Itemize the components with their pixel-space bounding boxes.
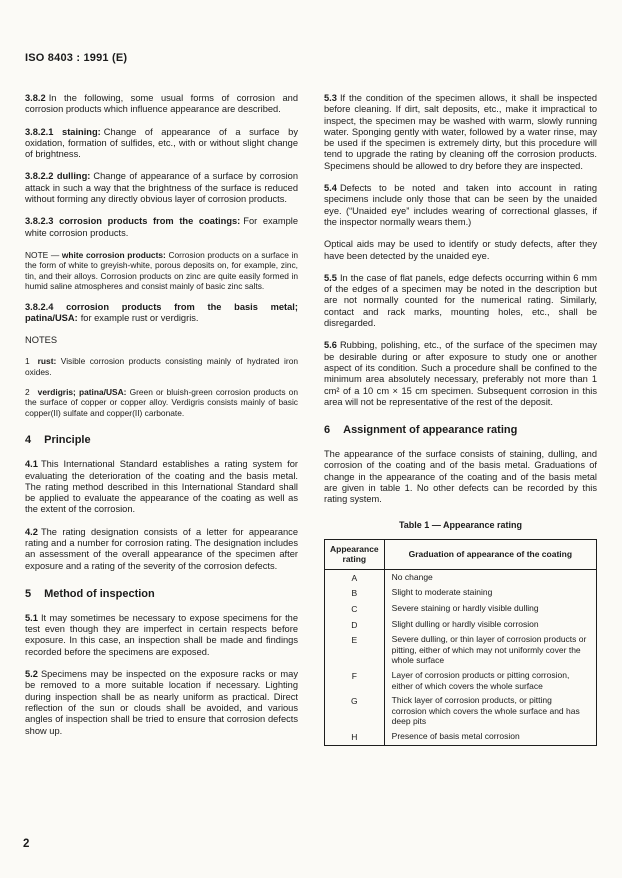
note-1-rust [25,356,298,377]
rating-cell: D [325,617,385,633]
clause-number: 3.8.2.2 dulling: [25,171,91,182]
note-number: 2 [25,387,30,397]
clause-text: The appearance of the surface consists of staining, dulling, and corrosion of the coating and of the basis metal. Graduations of change in the appearance of the coating and of the basis metal are given in table 1. No other defects can be recorded by this rating system. [324,449,597,505]
clause-text: In the following, some usual forms of corrosion and corrosion products which influence appearance are described. [25,93,298,115]
clause-text: Change of appearance of a surface by corrosion attack in such a way that the brightness of the surface is reduced without forming any directly obvious layer of corrosion products. [25,171,298,205]
table-1-block [324,520,597,746]
clause-text: The rating designation consists of a letter for appearance rating and a number for corrosion rating. The designation includes an assessment of the overall appearance of the specimen after exposure and a rating of the severity of the corrosion defects. [25,526,298,571]
table-row [325,585,597,601]
note-term: rust: [37,356,57,367]
section-heading-6-assignment-of-appearance-rating [324,424,597,436]
appearance-rating-table [324,539,597,746]
clause-text: Rubbing, polishing, etc., of the surface of the specimen may be desirable during or after exposure to study one or another aspect of its condition. Such a procedure shall be confined to the minimum area absolutely necessary, preferably not more than 1 cm² of a 10 cm × 15 cm specimen. Subsequent corrosion in this area will not be representative of the rest of the deposit. [324,340,597,407]
right-column [324,93,597,748]
clause-number: 5.1 [25,612,38,623]
table-caption: Table 1 — Appearance rating [398,519,523,530]
clause-text: In the case of flat panels, edge defects occurring within 6 mm of the edges of a specimen may be noted in the description but are not normally counted for the numerical rating. Similarly, contact and rack marks, mounting holes, etc., shall be disregarded. [324,272,597,329]
note-text: Visible corrosion products consisting mainly of hydrated iron oxides. [25,356,299,377]
description-cell: Slight to moderate staining [391,587,493,598]
paragraph-4-1 [25,459,298,515]
paragraph-5-2 [25,669,298,737]
note-2-verdigris [25,387,298,418]
paragraph-5-4-optical-aids [324,239,597,262]
section-title: Method of inspection [44,587,155,600]
description-cell: Slight dulling or hardly visible corrosion [391,618,539,629]
section-title: Assignment of appearance rating [343,424,518,437]
clause-number: 4.1 [25,459,38,470]
table-row [325,569,597,585]
table-row [325,632,597,668]
description-cell: Severe dulling, or thin layer of corrosion products or pitting, either of which may not uniformly cover the whole surface [391,634,587,666]
clause-number: 5.5 [324,272,337,283]
table-row [325,601,597,617]
section-number: 6 [324,424,331,437]
paragraph-3-8-2-4-basis-metal [25,302,298,325]
description-cell: No change [391,571,433,582]
paragraph-6-intro [324,449,597,505]
rating-cell: A [325,569,385,585]
clause-number: 3.8.2.1 staining: [25,126,101,137]
note-white-corrosion-products [25,250,298,292]
clause-number: 5.6 [324,340,337,351]
paragraph-5-1 [25,613,298,658]
paragraph-5-3 [324,93,597,172]
clause-text: Optical aids may be used to identify or study defects, after they have been detected by the unaided eye. [324,239,597,261]
clause-number: 3.8.2.4 corrosion products from the basis metal; patina/USA: [25,301,298,323]
clause-number: 3.8.2 [25,93,46,103]
note-text: Green or bluish-green corrosion products on the surface of copper or copper alloy. Verdigris consists mainly of basic copper(II) sulfate and copper(II) carbonate. [25,387,298,418]
section-heading-4-principle [25,434,298,446]
note-number: 1 [25,356,30,367]
paragraph-3-8-2 [25,93,298,116]
paragraph-3-8-2-1-staining [25,127,298,161]
description-cell: Presence of basis metal corrosion [391,730,520,741]
section-title: Principle [44,434,91,447]
rating-cell: F [325,668,385,693]
left-column [25,93,298,748]
paragraph-3-8-2-3-corrosion-products-coatings [25,216,298,239]
clause-text: This International Standard establishes a rating system for evaluating the deterioration of the coating and the basis metal. The rating method described in this International Standard shall be applied to evaluate the appearance of the coating as well as the extent of the corrosion. [25,459,298,515]
clause-number: 4.2 [25,526,38,537]
rating-cell: G [325,693,385,729]
paragraph-5-6 [324,340,597,408]
paragraph-5-4 [324,183,597,228]
rating-cell: B [325,585,385,601]
table-row [325,693,597,729]
paragraph-5-5 [324,273,597,329]
table-row [325,617,597,633]
clause-text: If the condition of the specimen allows, it shall be inspected before cleaning. If dirt, salt deposits, etc., make it impractical to inspect, the specimen may be washed with warm, slowly running water. Sponging gently with water, followed by a water rinse, may be used if the specimen is extremely dirty, but this procedure will tend to upgrade the rating by cleaning off the corrosion products. Specimens should be allowed to dry before they are inspected. [324,93,597,171]
description-cell: Severe staining or hardly visible dulling [391,602,539,613]
page-number: 2 [23,838,30,850]
clause-text: Change of appearance of a surface by oxidation, formation of sulfides, etc., with or without slight change of brightness. [25,126,299,160]
note-text: Corrosion products on a surface in the form of white to greyish-white, porous deposits on, for example, zinc, tin, and their alloys. Corrosion products on zinc are quite easily formed in humid saline atmospheres and consist mainly of basic zinc salts. [25,249,299,292]
column-header-graduation: Graduation of appearance of the coating [384,539,596,569]
two-column-layout [25,93,597,748]
clause-text: For example white corrosion products. [25,216,299,238]
note-term: verdigris; patina/USA: [37,387,127,397]
clause-text: for example rust or verdigris. [80,312,199,323]
section-number: 5 [25,587,32,600]
rating-cell: C [325,601,385,617]
table-row [325,729,597,745]
clause-number: 5.2 [25,669,38,680]
standard-reference: ISO 8403 : 1991 (E) [25,52,128,64]
column-header-appearance-rating: Appearance rating [325,539,385,569]
clause-number: 5.4 [324,183,337,194]
notes-heading: NOTES [25,335,58,346]
description-cell: Layer of corrosion products or pitting corrosion, either of which covers the whole surface [391,669,570,691]
paragraph-3-8-2-2-dulling [25,171,298,205]
clause-number: 3.8.2.3 corrosion products from the coatings: [25,216,241,227]
rating-cell: H [325,729,385,745]
note-term: white corrosion products: [61,249,166,260]
clause-number: 5.3 [324,93,337,103]
section-number: 4 [25,434,32,447]
clause-text: Defects to be noted and taken into account in rating specimens include only those that can be seen by the unaided eye. (“Unaided eye” includes wearing of correctional glasses, if the inspector normally wears them.) [324,183,597,227]
clause-text: It may sometimes be necessary to expose specimens for the test even though they are imperfect in certain respects before exposure. In this case, an inspection shall be made and findings recorded before the specimens are exposed. [25,612,298,657]
section-heading-5-method-of-inspection [25,588,298,600]
clause-text: Specimens may be inspected on the exposure racks or may be removed to a more suitable location if necessary. Lighting during inspection shall be as nearly uniform as practical. Direct reflection of the sun or clouds shall be avoided, and various angles of inspection shall be tried to ensure that corrosion defects show up. [25,669,298,736]
note-prefix: NOTE — [25,249,60,260]
paragraph-4-2 [25,527,298,572]
rating-cell: E [325,632,385,668]
table-header-row [325,539,597,569]
description-cell: Thick layer of corrosion products, or pitting corrosion which covers the whole surface and has deep pits [391,695,580,727]
table-row [325,668,597,693]
